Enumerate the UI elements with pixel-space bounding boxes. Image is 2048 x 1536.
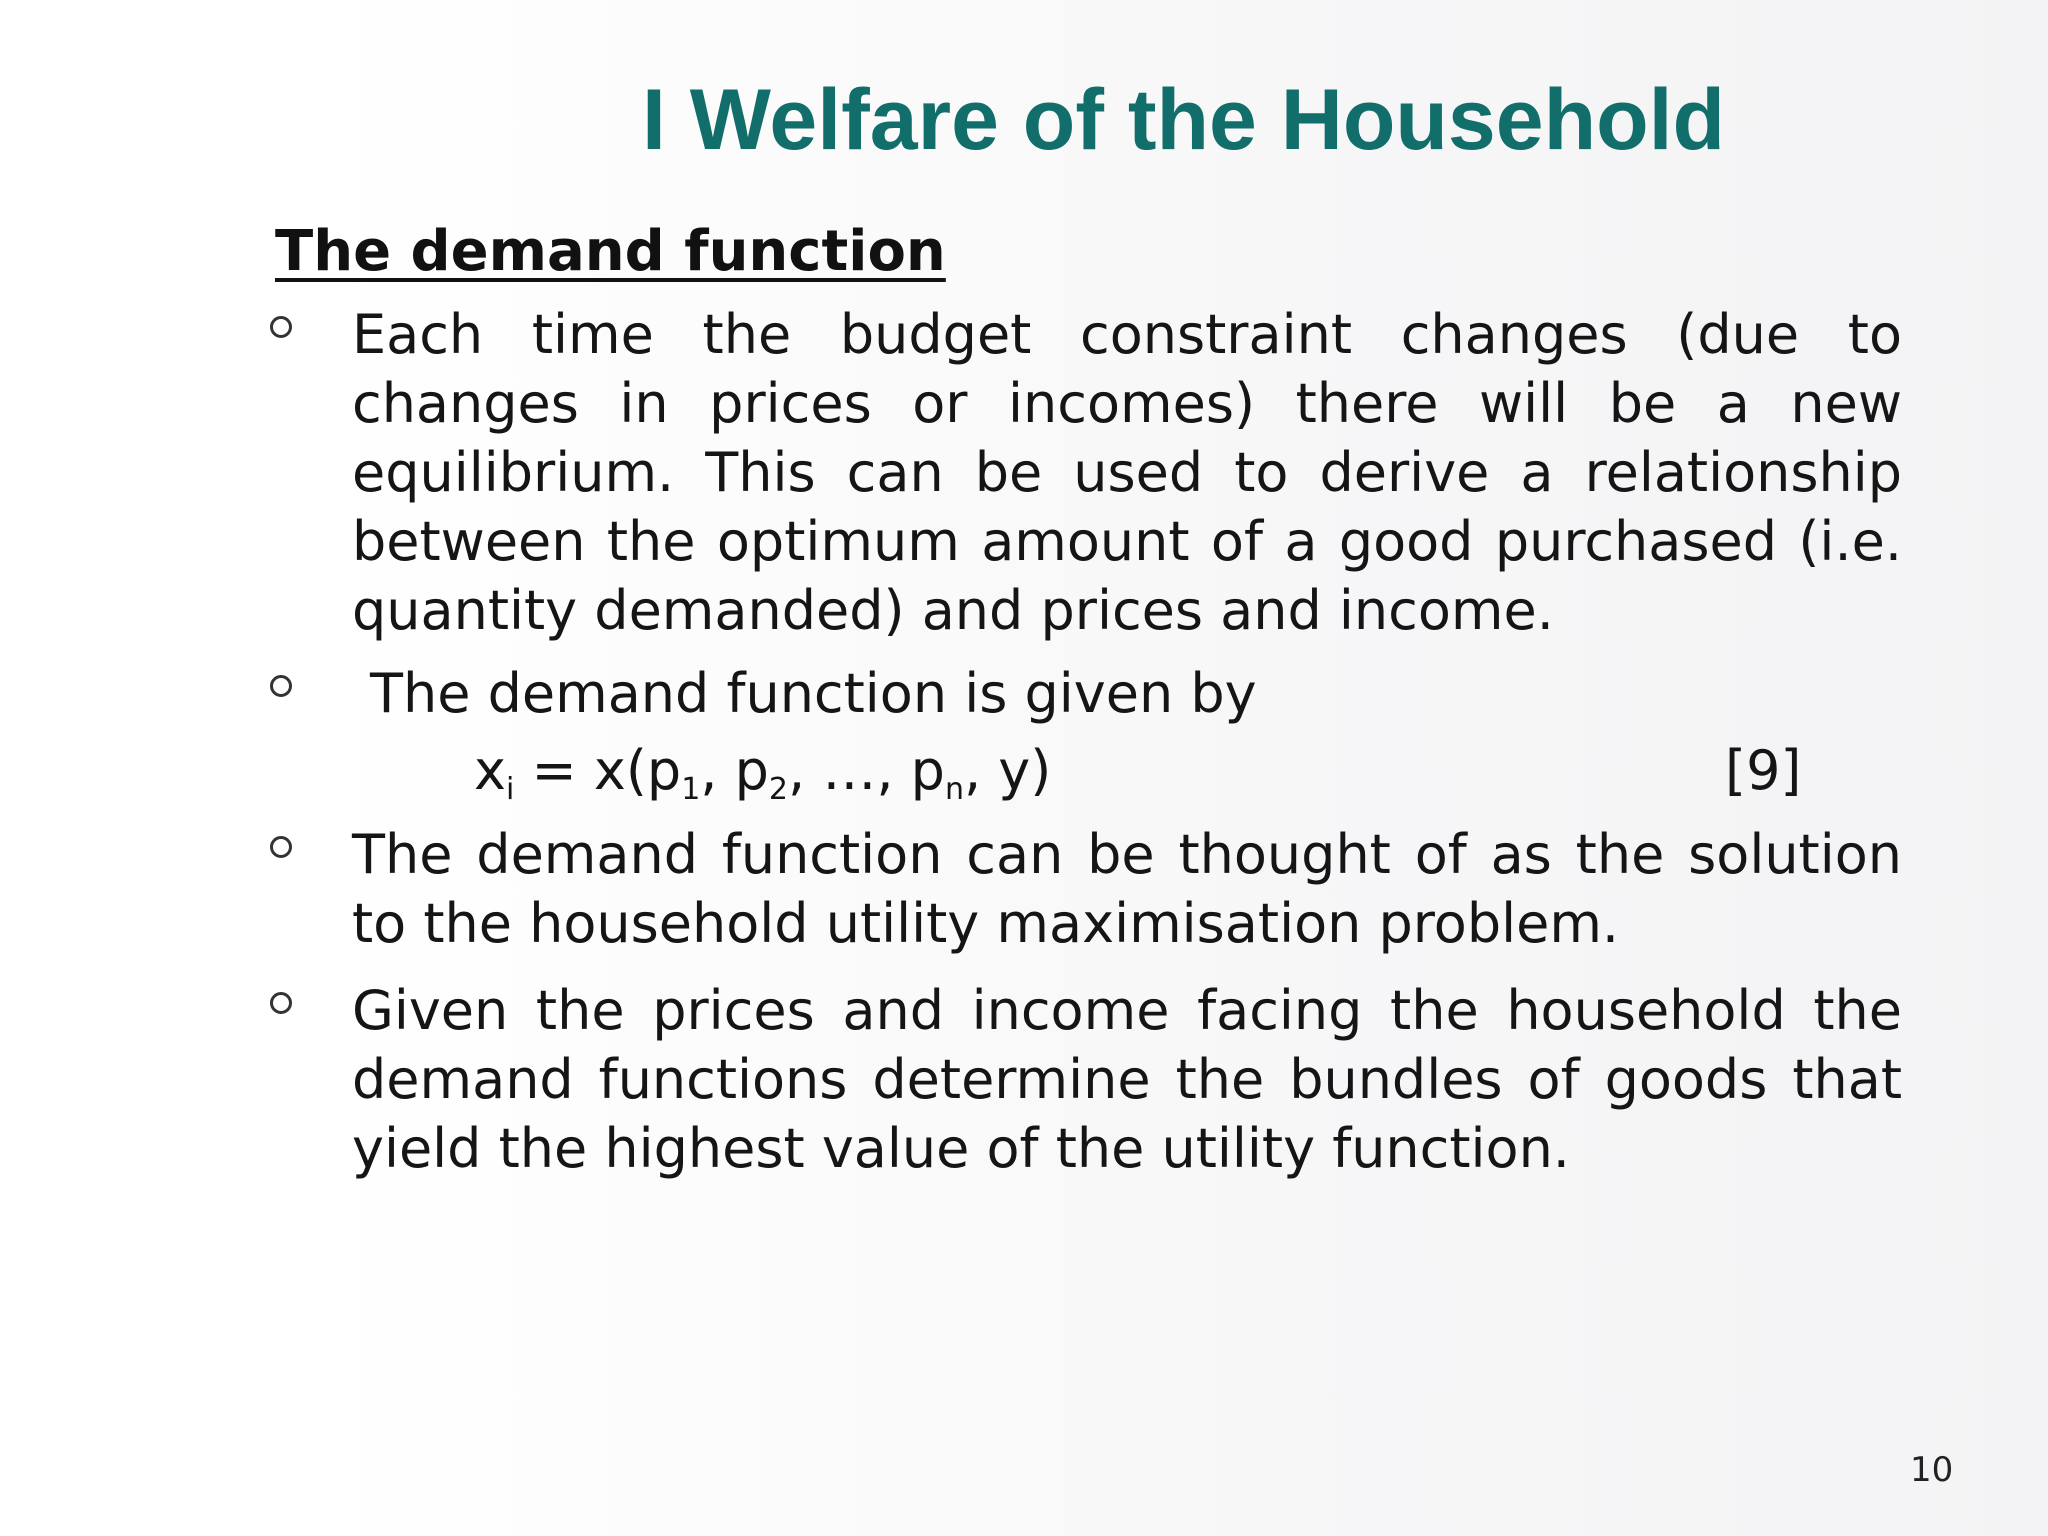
equation-number: [9] [1725,739,1802,802]
bullet-text: Each time the budget constraint changes (due to changes in prices or incomes) there will be a new equilibrium. This can be used to derive a relationship between the optimum amount of a good purchased (i.e. quantity demanded) and prices and income. [352,303,1902,642]
formula-part: , y) [963,739,1052,802]
formula-part: , p [700,739,769,802]
bullet-text: The demand function is given by [370,662,1257,725]
page-number: 10 [1910,1450,1954,1490]
formula-subscript: 2 [768,772,788,807]
hollow-circle-bullet-icon [270,992,292,1014]
demand-formula-row [270,736,1902,820]
formula-subscript: n [944,772,964,807]
bullet-item [270,659,1902,728]
bullet-item [270,820,1902,958]
bullet-text: Given the prices and income facing the household the demand functions determine the bundles of goods that yield the highest value of the utility function. [352,979,1902,1180]
formula-lhs-subscript: i [505,772,515,807]
bullet-item [270,976,1902,1183]
formula-part: = x(p [514,739,682,802]
hollow-circle-bullet-icon [270,675,292,697]
slide-title: I Welfare of the Household [642,72,1726,168]
demand-formula [474,736,1051,805]
formula-subscript: 1 [681,772,701,807]
formula-lhs: x [474,739,506,802]
hollow-circle-bullet-icon [270,316,292,338]
bullet-item [270,300,1902,645]
section-heading: The demand function [275,219,946,284]
formula-part: , …, p [788,739,945,802]
bullet-list [270,300,1902,1183]
bullet-text: The demand function can be thought of as the solution to the household utility maximisation problem. [352,823,1902,955]
hollow-circle-bullet-icon [270,836,292,858]
